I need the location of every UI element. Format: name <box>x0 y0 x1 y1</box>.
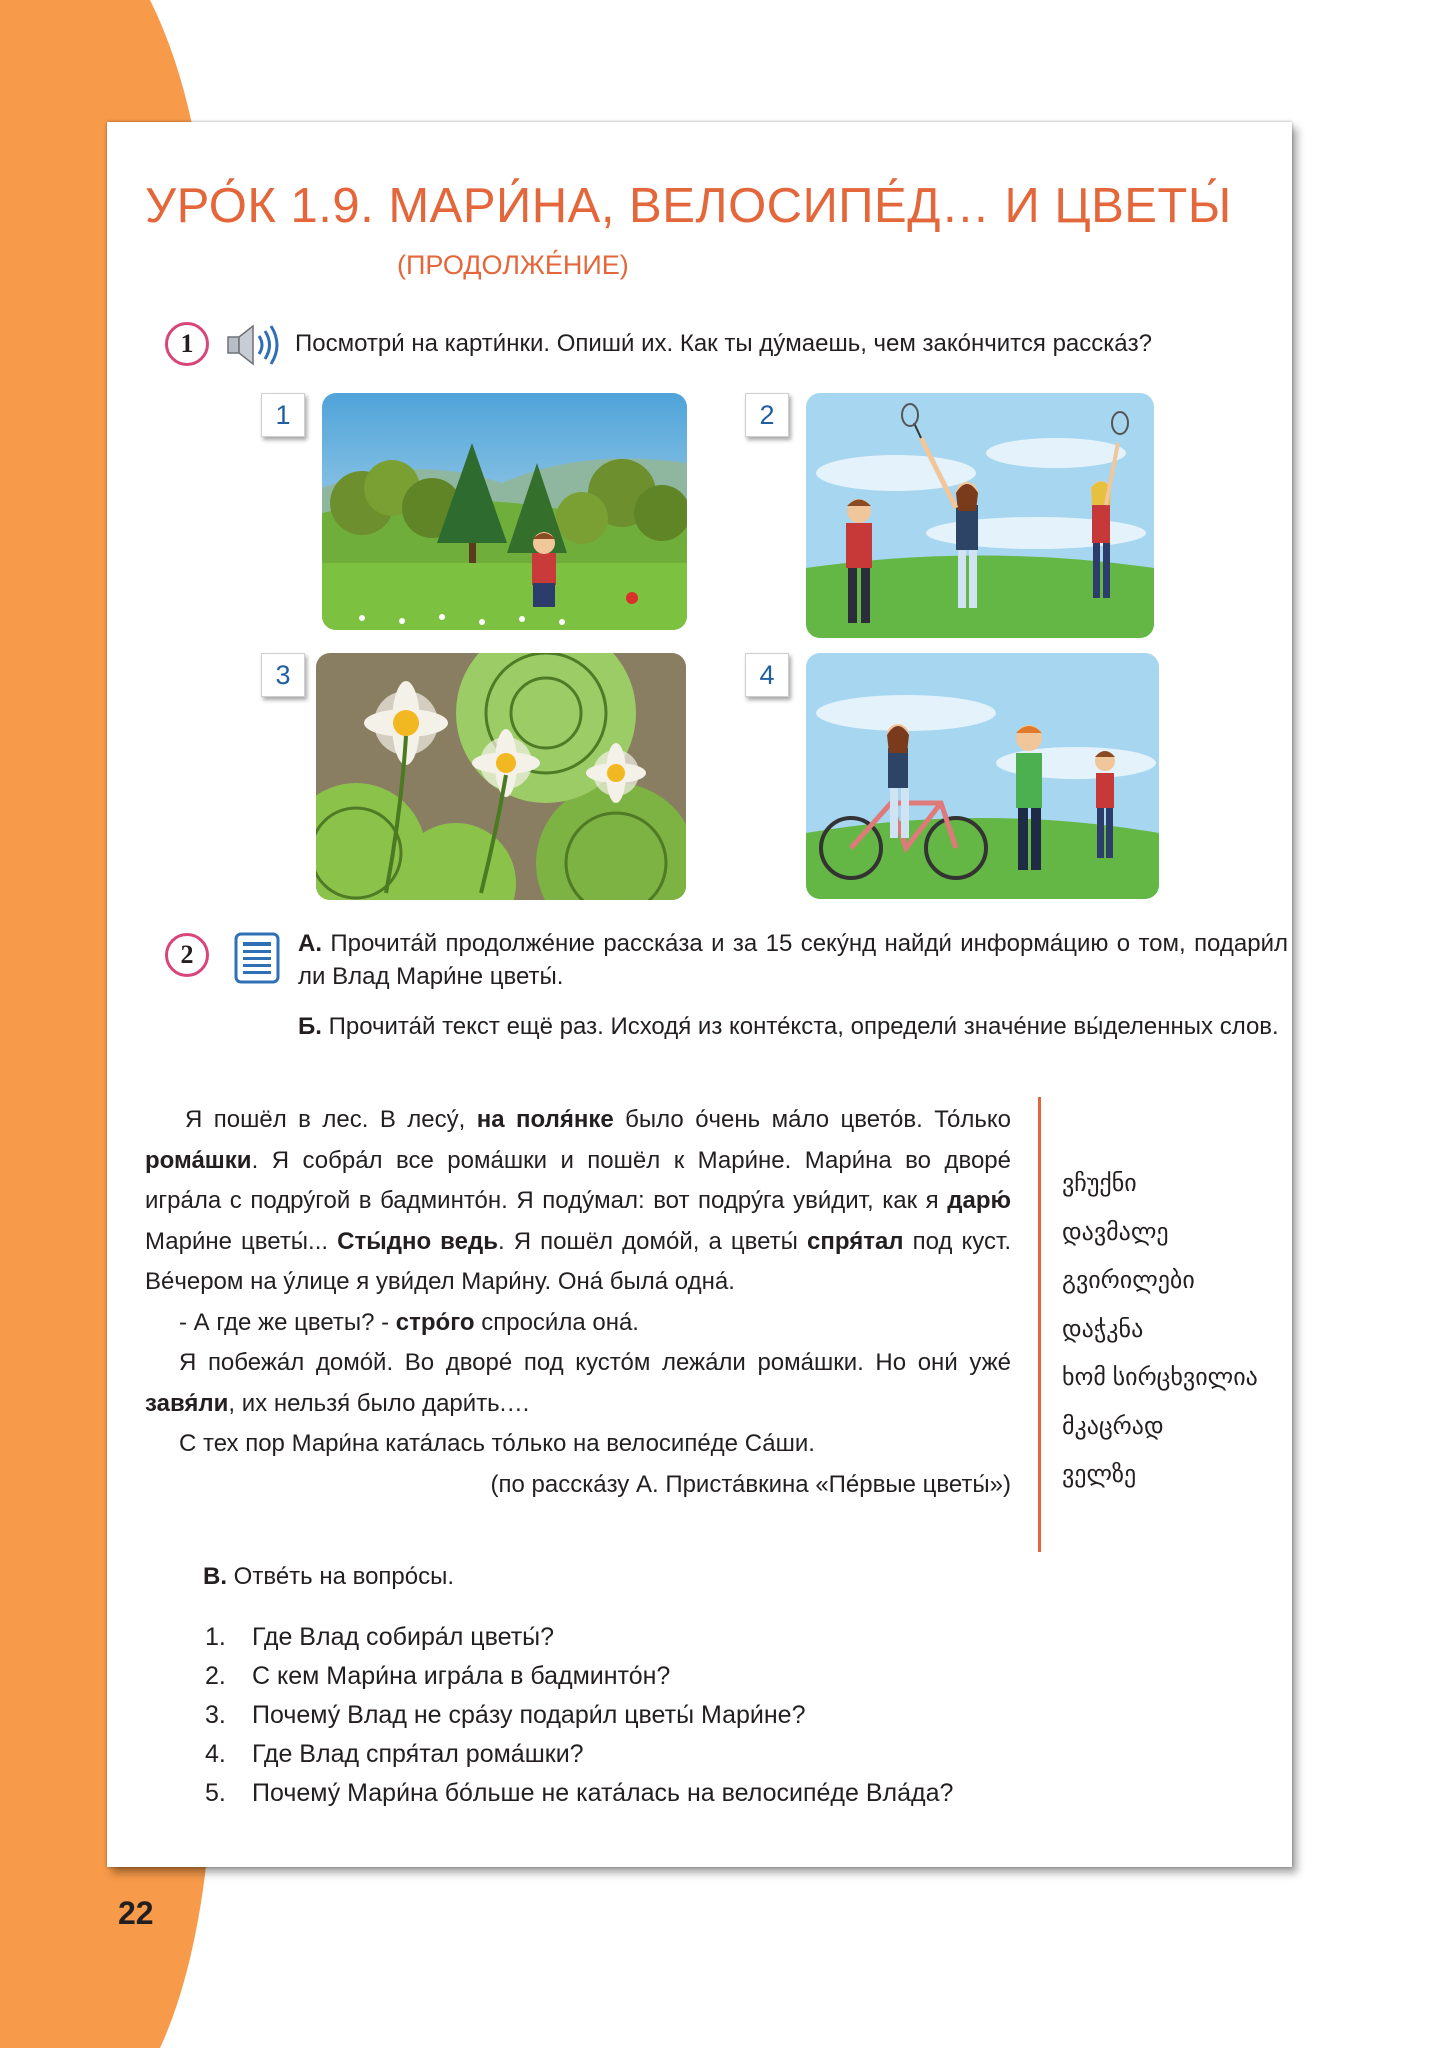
glossary-item: მკაცრად <box>1062 1412 1164 1440</box>
task2-part-a <box>298 927 1288 993</box>
question-item: 5. Почему́ Мари́на бо́льше не ката́лась на велосипе́де Вла́да? <box>205 1779 954 1807</box>
questions-title: Отве́ть на вопро́сы. <box>233 1563 455 1590</box>
glossary-item: ვჩუქნი <box>1062 1170 1137 1197</box>
questions-label: В. <box>203 1563 227 1590</box>
lesson-title: УРО́К 1.9. МАРИ́НА, ВЕЛОСИПЕ́Д… И ЦВЕТЫ́ <box>145 179 1232 233</box>
page-number: 22 <box>118 1895 154 1931</box>
task2-a-label: А. <box>298 930 322 957</box>
glossary-item: დაჭკნა <box>1062 1315 1144 1343</box>
glossary-item: გვირილები <box>1062 1267 1195 1294</box>
picture-tag-3: 3 <box>261 653 305 697</box>
glossary-divider <box>1038 1097 1041 1552</box>
picture-4-bicycle <box>806 653 1159 899</box>
glossary-list <box>1062 1160 1258 1500</box>
highlight-word: дарю́ <box>947 1187 1011 1214</box>
task2-b-text: Прочита́й текст ещё раз. Исходя́ из конте́кста, определи́ значе́ние вы́деленных слов. <box>328 1013 1279 1040</box>
story-paragraph-1: Я пошёл в лес. В лесу́, на поля́нке было о́чень ма́ло цвето́в. То́лько рома́шки. Я собра́л все рома́шки и пошёл к Мари́не. Мари́на во дворе́ игра́ла с подру́гой в бадминто́н. Я поду́мал: вот подру́га уви́дит, как я дарю́ Мари́не цветы́... Сты́дно ведь. Я пошёл домо́й, а цветы́ спря́тал под куст. Ве́чером на у́лице я уви́дел Мари́ну. Она́ была́ одна́. <box>145 1106 1012 1295</box>
task1-instruction: Посмотри́ на карти́нки. Опиши́ их. Как ты ду́маешь, чем зако́нчится расска́з? <box>295 330 1152 357</box>
picture-tag-1: 1 <box>261 393 305 437</box>
page-card <box>107 122 1292 1867</box>
story-text <box>145 1100 1011 1505</box>
glossary-item: ველზე <box>1062 1461 1137 1488</box>
story-paragraph-3: Я побежа́л домо́й. Во дворе́ под кусто́м лежа́ли рома́шки. Но они́ уже́ завя́ли, их нельзя́ было дари́ть.… <box>145 1349 1011 1417</box>
highlight-word: стро́го <box>395 1308 475 1336</box>
text-document-icon <box>234 932 280 984</box>
story-source: (по расска́зу А. Приста́вкина «Пе́рвые цветы́») <box>490 1470 1011 1498</box>
glossary-item: დავმალე <box>1062 1218 1169 1246</box>
question-item: 3. Почему́ Влад не сра́зу подари́л цветы́ Мари́не? <box>205 1701 806 1729</box>
task-number-1: 1 <box>165 322 209 366</box>
task2-a-text: Прочита́й продолже́ние расска́за и за 15 секу́нд найди́ информа́цию о том, подари́л ли Влад Мари́не цветы́. <box>298 930 1288 990</box>
story-paragraph-4: С тех пор Мари́на ката́лась то́лько на велосипе́де Са́ши. <box>179 1430 815 1457</box>
task2-b-label: Б. <box>298 1013 322 1040</box>
highlight-word: на поля́нке <box>476 1106 614 1133</box>
glossary-item: ხომ სირცხვილია <box>1062 1364 1258 1391</box>
story-paragraph-2: - А где же цветы? - стро́го спроси́ла она́. <box>179 1308 639 1336</box>
question-item: 4. Где Влад спря́тал рома́шки? <box>205 1740 584 1768</box>
picture-1-forest <box>322 393 687 630</box>
task-number-2: 2 <box>165 933 209 977</box>
lesson-subtitle: (ПРОДОЛЖЕ́НИЕ) <box>397 250 629 280</box>
questions-heading <box>203 1563 454 1591</box>
highlight-word: спря́тал <box>807 1227 904 1255</box>
question-item: 1. Где Влад собира́л цветы́? <box>205 1623 555 1651</box>
highlight-word: Сты́дно ведь <box>337 1227 498 1255</box>
highlight-word: завя́ли <box>145 1389 229 1417</box>
task2-part-b <box>298 1010 1288 1043</box>
picture-3-chamomiles <box>316 653 686 900</box>
question-item: 2. С кем Мари́на игра́ла в бадминто́н? <box>205 1662 671 1690</box>
picture-tag-4: 4 <box>745 653 789 697</box>
picture-tag-2: 2 <box>745 393 789 437</box>
questions-list <box>205 1618 953 1813</box>
speaker-icon[interactable] <box>226 322 282 368</box>
highlight-word: рома́шки <box>145 1146 252 1174</box>
picture-2-badminton <box>806 393 1154 638</box>
